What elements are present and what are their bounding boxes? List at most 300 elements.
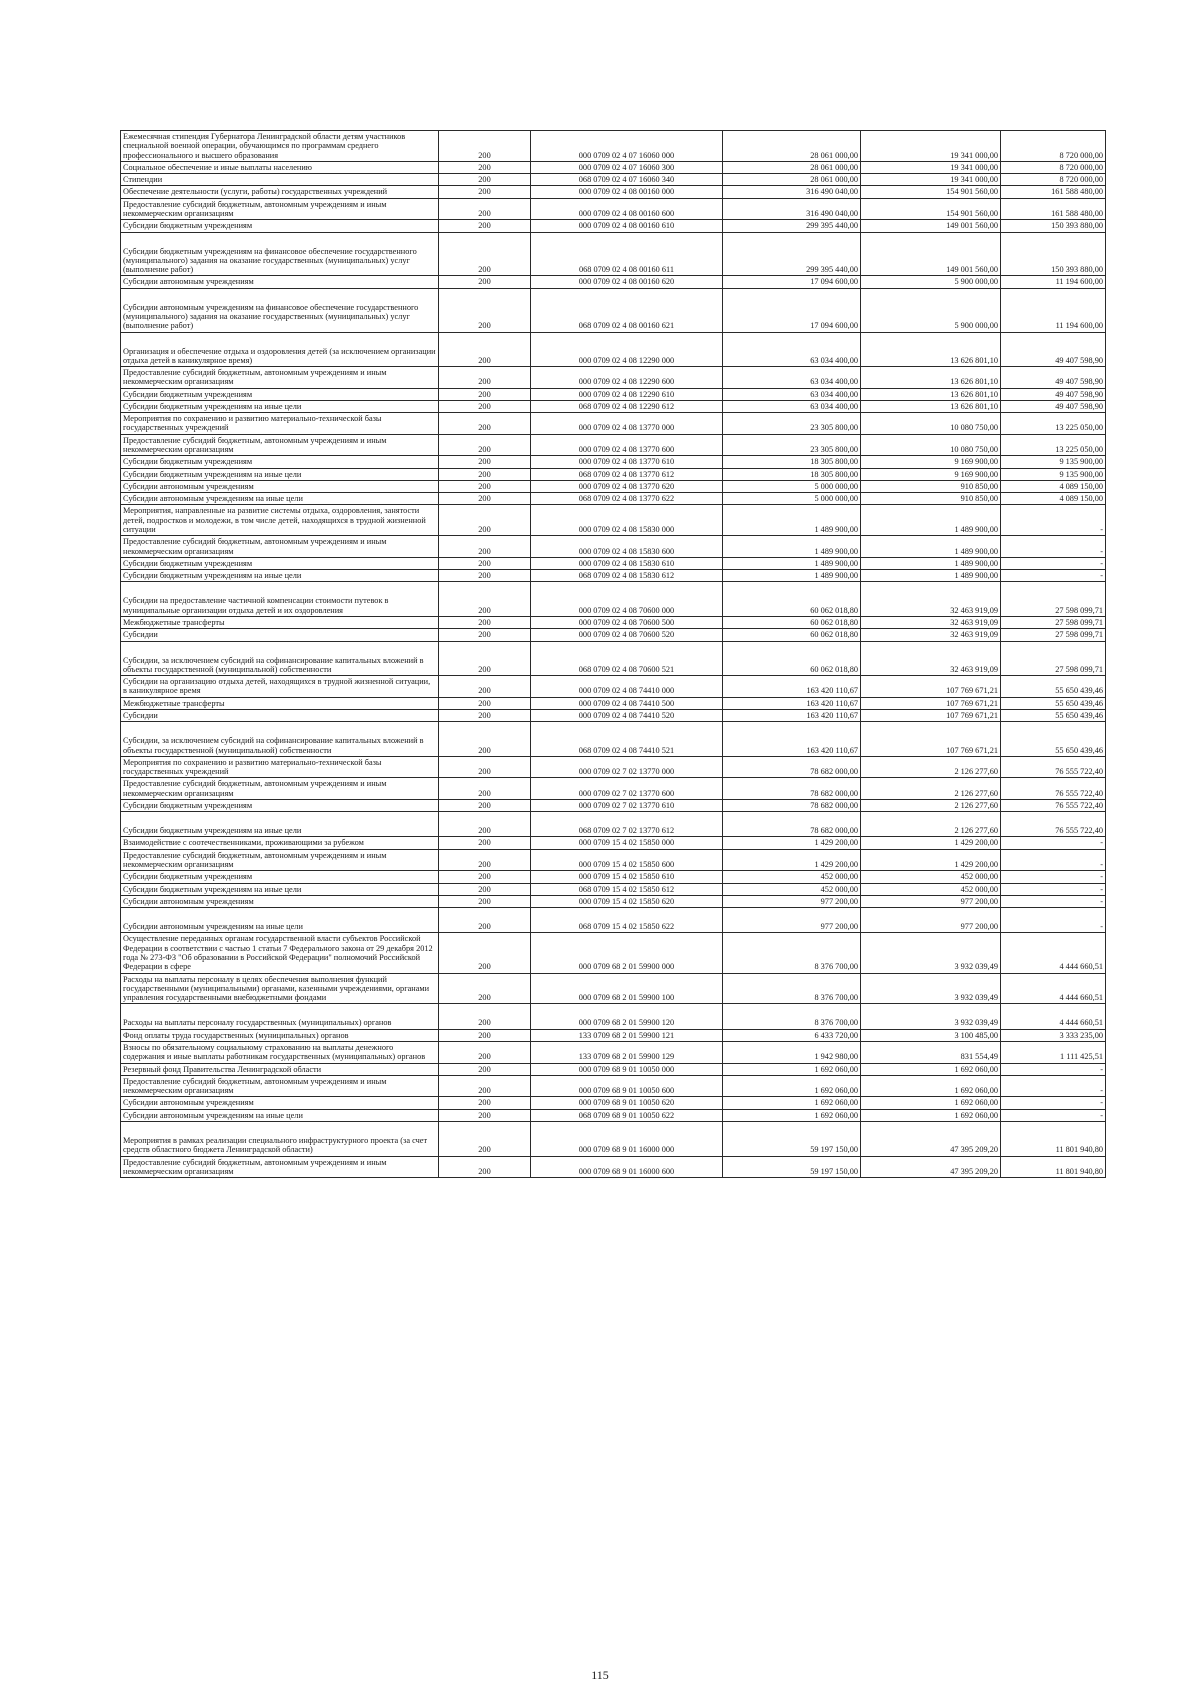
table-row	[121, 276, 1106, 288]
row-approved: 1 692 060,00	[723, 1097, 861, 1109]
row-unexecuted: -	[1001, 557, 1106, 569]
row-executed: 107 769 671,21	[861, 709, 1001, 721]
row-approved: 60 062 018,80	[723, 641, 861, 676]
row-code: 200	[439, 400, 531, 412]
row-executed: 13 626 801,10	[861, 332, 1001, 367]
row-unexecuted: -	[1001, 1075, 1106, 1097]
row-code: 200	[439, 413, 531, 435]
row-approved: 8 376 700,00	[723, 1004, 861, 1029]
row-approved: 8 376 700,00	[723, 973, 861, 1004]
row-kbk: 000 0709 02 4 08 15830 600	[531, 536, 723, 558]
row-unexecuted: 150 393 880,00	[1001, 220, 1106, 232]
row-code: 200	[439, 186, 531, 198]
row-code: 200	[439, 557, 531, 569]
row-kbk: 000 0709 02 4 08 13770 000	[531, 413, 723, 435]
row-kbk: 068 0709 02 7 02 13770 612	[531, 812, 723, 837]
row-code: 200	[439, 288, 531, 332]
row-approved: 28 061 000,00	[723, 174, 861, 186]
row-name: Субсидии автономным учреждениям	[121, 480, 439, 492]
table-row	[121, 367, 1106, 389]
row-code: 200	[439, 505, 531, 536]
row-code: 200	[439, 871, 531, 883]
row-executed: 452 000,00	[861, 871, 1001, 883]
row-approved: 78 682 000,00	[723, 812, 861, 837]
row-approved: 452 000,00	[723, 871, 861, 883]
row-executed: 154 901 560,00	[861, 198, 1001, 220]
row-name: Субсидии, за исключением субсидий на софинансирование капитальных вложений в объекты государственной (муниципальной) собственности	[121, 722, 439, 757]
table-row	[121, 434, 1106, 456]
row-name: Субсидии бюджетным учреждениям	[121, 871, 439, 883]
row-kbk: 068 0709 02 4 08 15830 612	[531, 570, 723, 582]
row-kbk: 000 0709 02 4 07 16060 300	[531, 161, 723, 173]
table-row	[121, 709, 1106, 721]
row-executed: 910 850,00	[861, 480, 1001, 492]
row-unexecuted: -	[1001, 871, 1106, 883]
row-name: Субсидии бюджетным учреждениям	[121, 220, 439, 232]
table-row	[121, 1004, 1106, 1029]
row-approved: 60 062 018,80	[723, 582, 861, 617]
row-name: Субсидии на организацию отдыха детей, находящихся в трудной жизненной ситуации, в каникулярное время	[121, 676, 439, 698]
row-approved: 163 420 110,67	[723, 676, 861, 698]
table-row	[121, 1029, 1106, 1041]
row-name: Организация и обеспечение отдыха и оздоровления детей (за исключением организации отдыха детей в каникулярное время)	[121, 332, 439, 367]
table-body	[121, 131, 1106, 1178]
row-approved: 63 034 400,00	[723, 400, 861, 412]
row-unexecuted: 4 444 660,51	[1001, 933, 1106, 973]
row-unexecuted: -	[1001, 536, 1106, 558]
row-executed: 1 692 060,00	[861, 1109, 1001, 1121]
row-approved: 316 490 040,00	[723, 186, 861, 198]
row-kbk: 000 0709 15 4 02 15850 620	[531, 895, 723, 907]
row-approved: 299 395 440,00	[723, 232, 861, 276]
row-name: Межбюджетные трансферты	[121, 697, 439, 709]
row-name: Субсидии бюджетным учреждениям на финансовое обеспечение государственного (муниципального) задания на оказание государственных (муниципальных) услуг (выполнение работ)	[121, 232, 439, 276]
row-unexecuted: 55 650 439,46	[1001, 697, 1106, 709]
row-name: Расходы на выплаты персоналу государственных (муниципальных) органов	[121, 1004, 439, 1029]
row-name: Расходы на выплаты персоналу в целях обеспечения выполнения функций государственными (муниципальными) органами, казенными учреждениями, органами управления государственными внебюджетными фондами	[121, 973, 439, 1004]
row-approved: 1 489 900,00	[723, 557, 861, 569]
row-approved: 5 000 000,00	[723, 493, 861, 505]
table-row	[121, 1097, 1106, 1109]
table-row	[121, 198, 1106, 220]
row-name: Социальное обеспечение и иные выплаты населению	[121, 161, 439, 173]
row-code: 200	[439, 933, 531, 973]
row-kbk: 000 0709 02 4 08 00160 610	[531, 220, 723, 232]
row-kbk: 068 0709 02 4 08 00160 611	[531, 232, 723, 276]
row-code: 200	[439, 676, 531, 698]
row-unexecuted: 161 588 480,00	[1001, 186, 1106, 198]
row-name: Субсидии бюджетным учреждениям	[121, 456, 439, 468]
row-code: 200	[439, 174, 531, 186]
table-row	[121, 413, 1106, 435]
row-code: 200	[439, 1041, 531, 1063]
row-unexecuted: 13 225 050,00	[1001, 434, 1106, 456]
row-name: Обеспечение деятельности (услуги, работы) государственных учреждений	[121, 186, 439, 198]
row-name: Субсидии, за исключением субсидий на софинансирование капитальных вложений в объекты государственной (муниципальной) собственности	[121, 641, 439, 676]
row-unexecuted: 150 393 880,00	[1001, 232, 1106, 276]
row-approved: 1 692 060,00	[723, 1063, 861, 1075]
row-executed: 1 489 900,00	[861, 505, 1001, 536]
row-name: Субсидии автономным учреждениям на иные цели	[121, 1109, 439, 1121]
row-kbk: 000 0709 02 4 08 13770 600	[531, 434, 723, 456]
row-kbk: 000 0709 68 2 01 59900 120	[531, 1004, 723, 1029]
row-approved: 17 094 600,00	[723, 276, 861, 288]
row-unexecuted: 4 444 660,51	[1001, 973, 1106, 1004]
row-kbk: 000 0709 02 4 08 70600 500	[531, 616, 723, 628]
row-code: 200	[439, 812, 531, 837]
row-code: 200	[439, 1109, 531, 1121]
row-executed: 32 463 919,09	[861, 582, 1001, 617]
row-executed: 2 126 277,60	[861, 799, 1001, 811]
row-executed: 9 169 900,00	[861, 468, 1001, 480]
table-row	[121, 722, 1106, 757]
row-name: Мероприятия, направленные на развитие системы отдыха, оздоровления, занятости детей, подростков и молодежи, в том числе детей, находящихся в трудной жизненной ситуации	[121, 505, 439, 536]
row-unexecuted: 76 555 722,40	[1001, 812, 1106, 837]
row-code: 200	[439, 220, 531, 232]
row-name: Субсидии автономным учреждениям на иные цели	[121, 493, 439, 505]
table-row	[121, 676, 1106, 698]
row-kbk: 000 0709 68 9 01 10050 600	[531, 1075, 723, 1097]
row-code: 200	[439, 232, 531, 276]
row-approved: 78 682 000,00	[723, 799, 861, 811]
row-name: Субсидии бюджетным учреждениям	[121, 799, 439, 811]
row-code: 200	[439, 616, 531, 628]
row-approved: 18 305 800,00	[723, 456, 861, 468]
row-code: 200	[439, 161, 531, 173]
row-unexecuted: -	[1001, 908, 1106, 933]
table-row	[121, 871, 1106, 883]
row-name: Предоставление субсидий бюджетным, автономным учреждениям и иным некоммерческим организациям	[121, 536, 439, 558]
row-unexecuted: 27 598 099,71	[1001, 641, 1106, 676]
row-unexecuted: 8 720 000,00	[1001, 131, 1106, 162]
row-executed: 32 463 919,09	[861, 629, 1001, 641]
row-code: 200	[439, 198, 531, 220]
table-row	[121, 1156, 1106, 1178]
row-code: 200	[439, 1156, 531, 1178]
table-row	[121, 641, 1106, 676]
row-unexecuted: 11 801 940,80	[1001, 1156, 1106, 1178]
table-row	[121, 812, 1106, 837]
row-unexecuted: 49 407 598,90	[1001, 388, 1106, 400]
row-kbk: 068 0709 02 4 08 12290 612	[531, 400, 723, 412]
row-code: 200	[439, 388, 531, 400]
table-row	[121, 908, 1106, 933]
row-unexecuted: 9 135 900,00	[1001, 456, 1106, 468]
row-approved: 163 420 110,67	[723, 697, 861, 709]
row-name: Субсидии автономным учреждениям	[121, 895, 439, 907]
page-number: 115	[591, 1668, 609, 1682]
row-kbk: 068 0709 02 4 08 74410 521	[531, 722, 723, 757]
table-row	[121, 536, 1106, 558]
row-unexecuted: 13 225 050,00	[1001, 413, 1106, 435]
row-kbk: 000 0709 02 4 08 13770 610	[531, 456, 723, 468]
table-row	[121, 468, 1106, 480]
row-name: Предоставление субсидий бюджетным, автономным учреждениям и иным некоммерческим организациям	[121, 1075, 439, 1097]
table-row	[121, 131, 1106, 162]
row-approved: 977 200,00	[723, 895, 861, 907]
row-executed: 107 769 671,21	[861, 722, 1001, 757]
row-approved: 977 200,00	[723, 908, 861, 933]
row-unexecuted: -	[1001, 837, 1106, 849]
row-executed: 19 341 000,00	[861, 161, 1001, 173]
row-kbk: 068 0709 15 4 02 15850 612	[531, 883, 723, 895]
row-name: Мероприятия по сохранению и развитию материально-технической базы государственных учреждений	[121, 756, 439, 778]
row-executed: 149 001 560,00	[861, 220, 1001, 232]
row-name: Предоставление субсидий бюджетным, автономным учреждениям и иным некоммерческим организациям	[121, 367, 439, 389]
row-unexecuted: 11 194 600,00	[1001, 288, 1106, 332]
row-approved: 163 420 110,67	[723, 709, 861, 721]
row-code: 200	[439, 480, 531, 492]
row-code: 200	[439, 367, 531, 389]
table-row	[121, 186, 1106, 198]
row-approved: 452 000,00	[723, 883, 861, 895]
table-row	[121, 883, 1106, 895]
row-approved: 59 197 150,00	[723, 1121, 861, 1156]
row-code: 200	[439, 1063, 531, 1075]
row-approved: 8 376 700,00	[723, 933, 861, 973]
row-kbk: 000 0709 68 2 01 59900 000	[531, 933, 723, 973]
row-executed: 149 001 560,00	[861, 232, 1001, 276]
row-executed: 3 932 039,49	[861, 1004, 1001, 1029]
table-row	[121, 493, 1106, 505]
row-approved: 17 094 600,00	[723, 288, 861, 332]
row-code: 200	[439, 1075, 531, 1097]
row-unexecuted: 76 555 722,40	[1001, 799, 1106, 811]
row-code: 200	[439, 849, 531, 871]
table-row	[121, 505, 1106, 536]
row-name: Взаимодействие с соотечественниками, проживающими за рубежом	[121, 837, 439, 849]
table-row	[121, 1063, 1106, 1075]
row-kbk: 000 0709 68 2 01 59900 100	[531, 973, 723, 1004]
table-row	[121, 1121, 1106, 1156]
row-kbk: 000 0709 02 7 02 13770 600	[531, 778, 723, 800]
row-kbk: 000 0709 02 4 08 15830 000	[531, 505, 723, 536]
row-kbk: 000 0709 68 9 01 10050 620	[531, 1097, 723, 1109]
row-executed: 977 200,00	[861, 895, 1001, 907]
row-unexecuted: 9 135 900,00	[1001, 468, 1106, 480]
row-executed: 107 769 671,21	[861, 697, 1001, 709]
table-row	[121, 629, 1106, 641]
row-kbk: 000 0709 02 4 08 00160 620	[531, 276, 723, 288]
row-code: 200	[439, 582, 531, 617]
row-kbk: 000 0709 02 4 08 00160 600	[531, 198, 723, 220]
row-code: 200	[439, 1004, 531, 1029]
row-kbk: 000 0709 15 4 02 15850 610	[531, 871, 723, 883]
row-executed: 831 554,49	[861, 1041, 1001, 1063]
table-row	[121, 232, 1106, 276]
row-unexecuted: 55 650 439,46	[1001, 676, 1106, 698]
row-kbk: 000 0709 02 4 08 00160 000	[531, 186, 723, 198]
row-approved: 1 942 980,00	[723, 1041, 861, 1063]
row-unexecuted: 3 333 235,00	[1001, 1029, 1106, 1041]
row-approved: 63 034 400,00	[723, 367, 861, 389]
table-row	[121, 837, 1106, 849]
row-executed: 3 932 039,49	[861, 973, 1001, 1004]
row-approved: 60 062 018,80	[723, 629, 861, 641]
table-row	[121, 973, 1106, 1004]
row-executed: 2 126 277,60	[861, 756, 1001, 778]
row-name: Мероприятия в рамках реализации специального инфраструктурного проекта (за счет средств областного бюджета Ленинградской области)	[121, 1121, 439, 1156]
row-approved: 1 489 900,00	[723, 536, 861, 558]
table-row	[121, 480, 1106, 492]
row-name: Субсидии на предоставление частичной компенсации стоимости путевок в муниципальные организации отдыха детей и их оздоровления	[121, 582, 439, 617]
row-code: 200	[439, 895, 531, 907]
table-row	[121, 895, 1106, 907]
row-kbk: 000 0709 02 4 08 74410 500	[531, 697, 723, 709]
row-executed: 1 692 060,00	[861, 1075, 1001, 1097]
row-kbk: 068 0709 15 4 02 15850 622	[531, 908, 723, 933]
row-kbk: 133 0709 68 2 01 59900 129	[531, 1041, 723, 1063]
row-unexecuted: 76 555 722,40	[1001, 778, 1106, 800]
row-code: 200	[439, 276, 531, 288]
row-executed: 1 489 900,00	[861, 570, 1001, 582]
row-kbk: 068 0709 02 4 08 13770 622	[531, 493, 723, 505]
row-approved: 1 692 060,00	[723, 1075, 861, 1097]
row-kbk: 068 0709 02 4 07 16060 340	[531, 174, 723, 186]
row-name: Субсидии	[121, 629, 439, 641]
row-unexecuted: 49 407 598,90	[1001, 400, 1106, 412]
row-name: Предоставление субсидий бюджетным, автономным учреждениям и иным некоммерческим организациям	[121, 849, 439, 871]
table-row	[121, 456, 1106, 468]
row-unexecuted: -	[1001, 849, 1106, 871]
row-unexecuted: 55 650 439,46	[1001, 722, 1106, 757]
row-approved: 5 000 000,00	[723, 480, 861, 492]
row-name: Субсидии бюджетным учреждениям на иные цели	[121, 570, 439, 582]
row-kbk: 000 0709 02 4 08 70600 000	[531, 582, 723, 617]
row-name: Субсидии бюджетным учреждениям	[121, 388, 439, 400]
table-row	[121, 697, 1106, 709]
row-unexecuted: 161 588 480,00	[1001, 198, 1106, 220]
row-executed: 19 341 000,00	[861, 174, 1001, 186]
row-kbk: 000 0709 15 4 02 15850 600	[531, 849, 723, 871]
row-name: Фонд оплаты труда государственных (муниципальных) органов	[121, 1029, 439, 1041]
row-approved: 23 305 800,00	[723, 434, 861, 456]
row-executed: 1 429 200,00	[861, 849, 1001, 871]
row-name: Субсидии бюджетным учреждениям на иные цели	[121, 400, 439, 412]
table-row	[121, 1075, 1106, 1097]
row-approved: 60 062 018,80	[723, 616, 861, 628]
table-row	[121, 849, 1106, 871]
row-unexecuted: 27 598 099,71	[1001, 629, 1106, 641]
row-code: 200	[439, 434, 531, 456]
table-row	[121, 174, 1106, 186]
row-unexecuted: 8 720 000,00	[1001, 161, 1106, 173]
row-approved: 6 433 720,00	[723, 1029, 861, 1041]
row-approved: 299 395 440,00	[723, 220, 861, 232]
row-kbk: 000 0709 02 4 08 13770 620	[531, 480, 723, 492]
row-executed: 1 489 900,00	[861, 557, 1001, 569]
row-name: Осуществление переданных органам государственной власти субъектов Российской Федерации в соответствии с частью 1 статьи 7 Федерального закона от 29 декабря 2012 года № 273-ФЗ "Об образовании в Российской Федерации" полномочий Российской Федерации в сфере	[121, 933, 439, 973]
row-name: Мероприятия по сохранению и развитию материально-технической базы государственных учреждений	[121, 413, 439, 435]
row-unexecuted: -	[1001, 505, 1106, 536]
row-code: 200	[439, 570, 531, 582]
row-name: Субсидии бюджетным учреждениям на иные цели	[121, 468, 439, 480]
table-row	[121, 616, 1106, 628]
row-executed: 977 200,00	[861, 908, 1001, 933]
row-approved: 316 490 040,00	[723, 198, 861, 220]
row-executed: 13 626 801,10	[861, 367, 1001, 389]
table-row	[121, 582, 1106, 617]
table-row	[121, 1109, 1106, 1121]
row-approved: 18 305 800,00	[723, 468, 861, 480]
row-approved: 28 061 000,00	[723, 161, 861, 173]
row-kbk: 000 0709 68 9 01 16000 600	[531, 1156, 723, 1178]
row-approved: 59 197 150,00	[723, 1156, 861, 1178]
row-name: Предоставление субсидий бюджетным, автономным учреждениям и иным некоммерческим организациям	[121, 434, 439, 456]
row-approved: 1 692 060,00	[723, 1109, 861, 1121]
row-kbk: 068 0709 02 4 08 00160 621	[531, 288, 723, 332]
row-kbk: 000 0709 02 7 02 13770 000	[531, 756, 723, 778]
row-kbk: 000 0709 02 4 08 12290 610	[531, 388, 723, 400]
row-code: 200	[439, 778, 531, 800]
row-name: Субсидии автономным учреждениям на финансовое обеспечение государственного (муниципального) задания на оказание государственных (муниципальных) услуг (выполнение работ)	[121, 288, 439, 332]
row-executed: 910 850,00	[861, 493, 1001, 505]
row-executed: 107 769 671,21	[861, 676, 1001, 698]
row-executed: 1 692 060,00	[861, 1063, 1001, 1075]
row-code: 200	[439, 493, 531, 505]
row-code: 200	[439, 629, 531, 641]
row-code: 200	[439, 456, 531, 468]
row-kbk: 068 0709 02 4 08 13770 612	[531, 468, 723, 480]
row-name: Субсидии бюджетным учреждениям на иные цели	[121, 812, 439, 837]
row-executed: 9 169 900,00	[861, 456, 1001, 468]
row-approved: 78 682 000,00	[723, 778, 861, 800]
row-unexecuted: -	[1001, 1063, 1106, 1075]
row-executed: 3 100 485,00	[861, 1029, 1001, 1041]
row-code: 200	[439, 709, 531, 721]
row-name: Стипендии	[121, 174, 439, 186]
table-row	[121, 161, 1106, 173]
row-kbk: 000 0709 02 4 07 16060 000	[531, 131, 723, 162]
row-code: 200	[439, 883, 531, 895]
row-code: 200	[439, 756, 531, 778]
row-code: 200	[439, 1121, 531, 1156]
row-unexecuted: 27 598 099,71	[1001, 616, 1106, 628]
row-unexecuted: -	[1001, 895, 1106, 907]
row-approved: 63 034 400,00	[723, 332, 861, 367]
row-unexecuted: 11 194 600,00	[1001, 276, 1106, 288]
row-kbk: 000 0709 02 4 08 74410 520	[531, 709, 723, 721]
table-row	[121, 400, 1106, 412]
table-row	[121, 756, 1106, 778]
row-code: 200	[439, 697, 531, 709]
row-executed: 452 000,00	[861, 883, 1001, 895]
row-executed: 19 341 000,00	[861, 131, 1001, 162]
row-name: Предоставление субсидий бюджетным, автономным учреждениям и иным некоммерческим организациям	[121, 778, 439, 800]
table-row	[121, 933, 1106, 973]
row-code: 200	[439, 131, 531, 162]
row-unexecuted: 8 720 000,00	[1001, 174, 1106, 186]
row-executed: 1 429 200,00	[861, 837, 1001, 849]
row-unexecuted: 49 407 598,90	[1001, 367, 1106, 389]
row-executed: 2 126 277,60	[861, 778, 1001, 800]
row-code: 200	[439, 722, 531, 757]
row-code: 200	[439, 1097, 531, 1109]
table-row	[121, 570, 1106, 582]
row-code: 200	[439, 799, 531, 811]
row-code: 200	[439, 908, 531, 933]
row-approved: 1 489 900,00	[723, 570, 861, 582]
row-approved: 23 305 800,00	[723, 413, 861, 435]
row-unexecuted: 11 801 940,80	[1001, 1121, 1106, 1156]
row-kbk: 000 0709 02 7 02 13770 610	[531, 799, 723, 811]
table-row	[121, 288, 1106, 332]
row-executed: 47 395 209,20	[861, 1156, 1001, 1178]
table-row	[121, 1041, 1106, 1063]
row-unexecuted: 49 407 598,90	[1001, 332, 1106, 367]
row-unexecuted: 1 111 425,51	[1001, 1041, 1106, 1063]
row-executed: 5 900 000,00	[861, 288, 1001, 332]
